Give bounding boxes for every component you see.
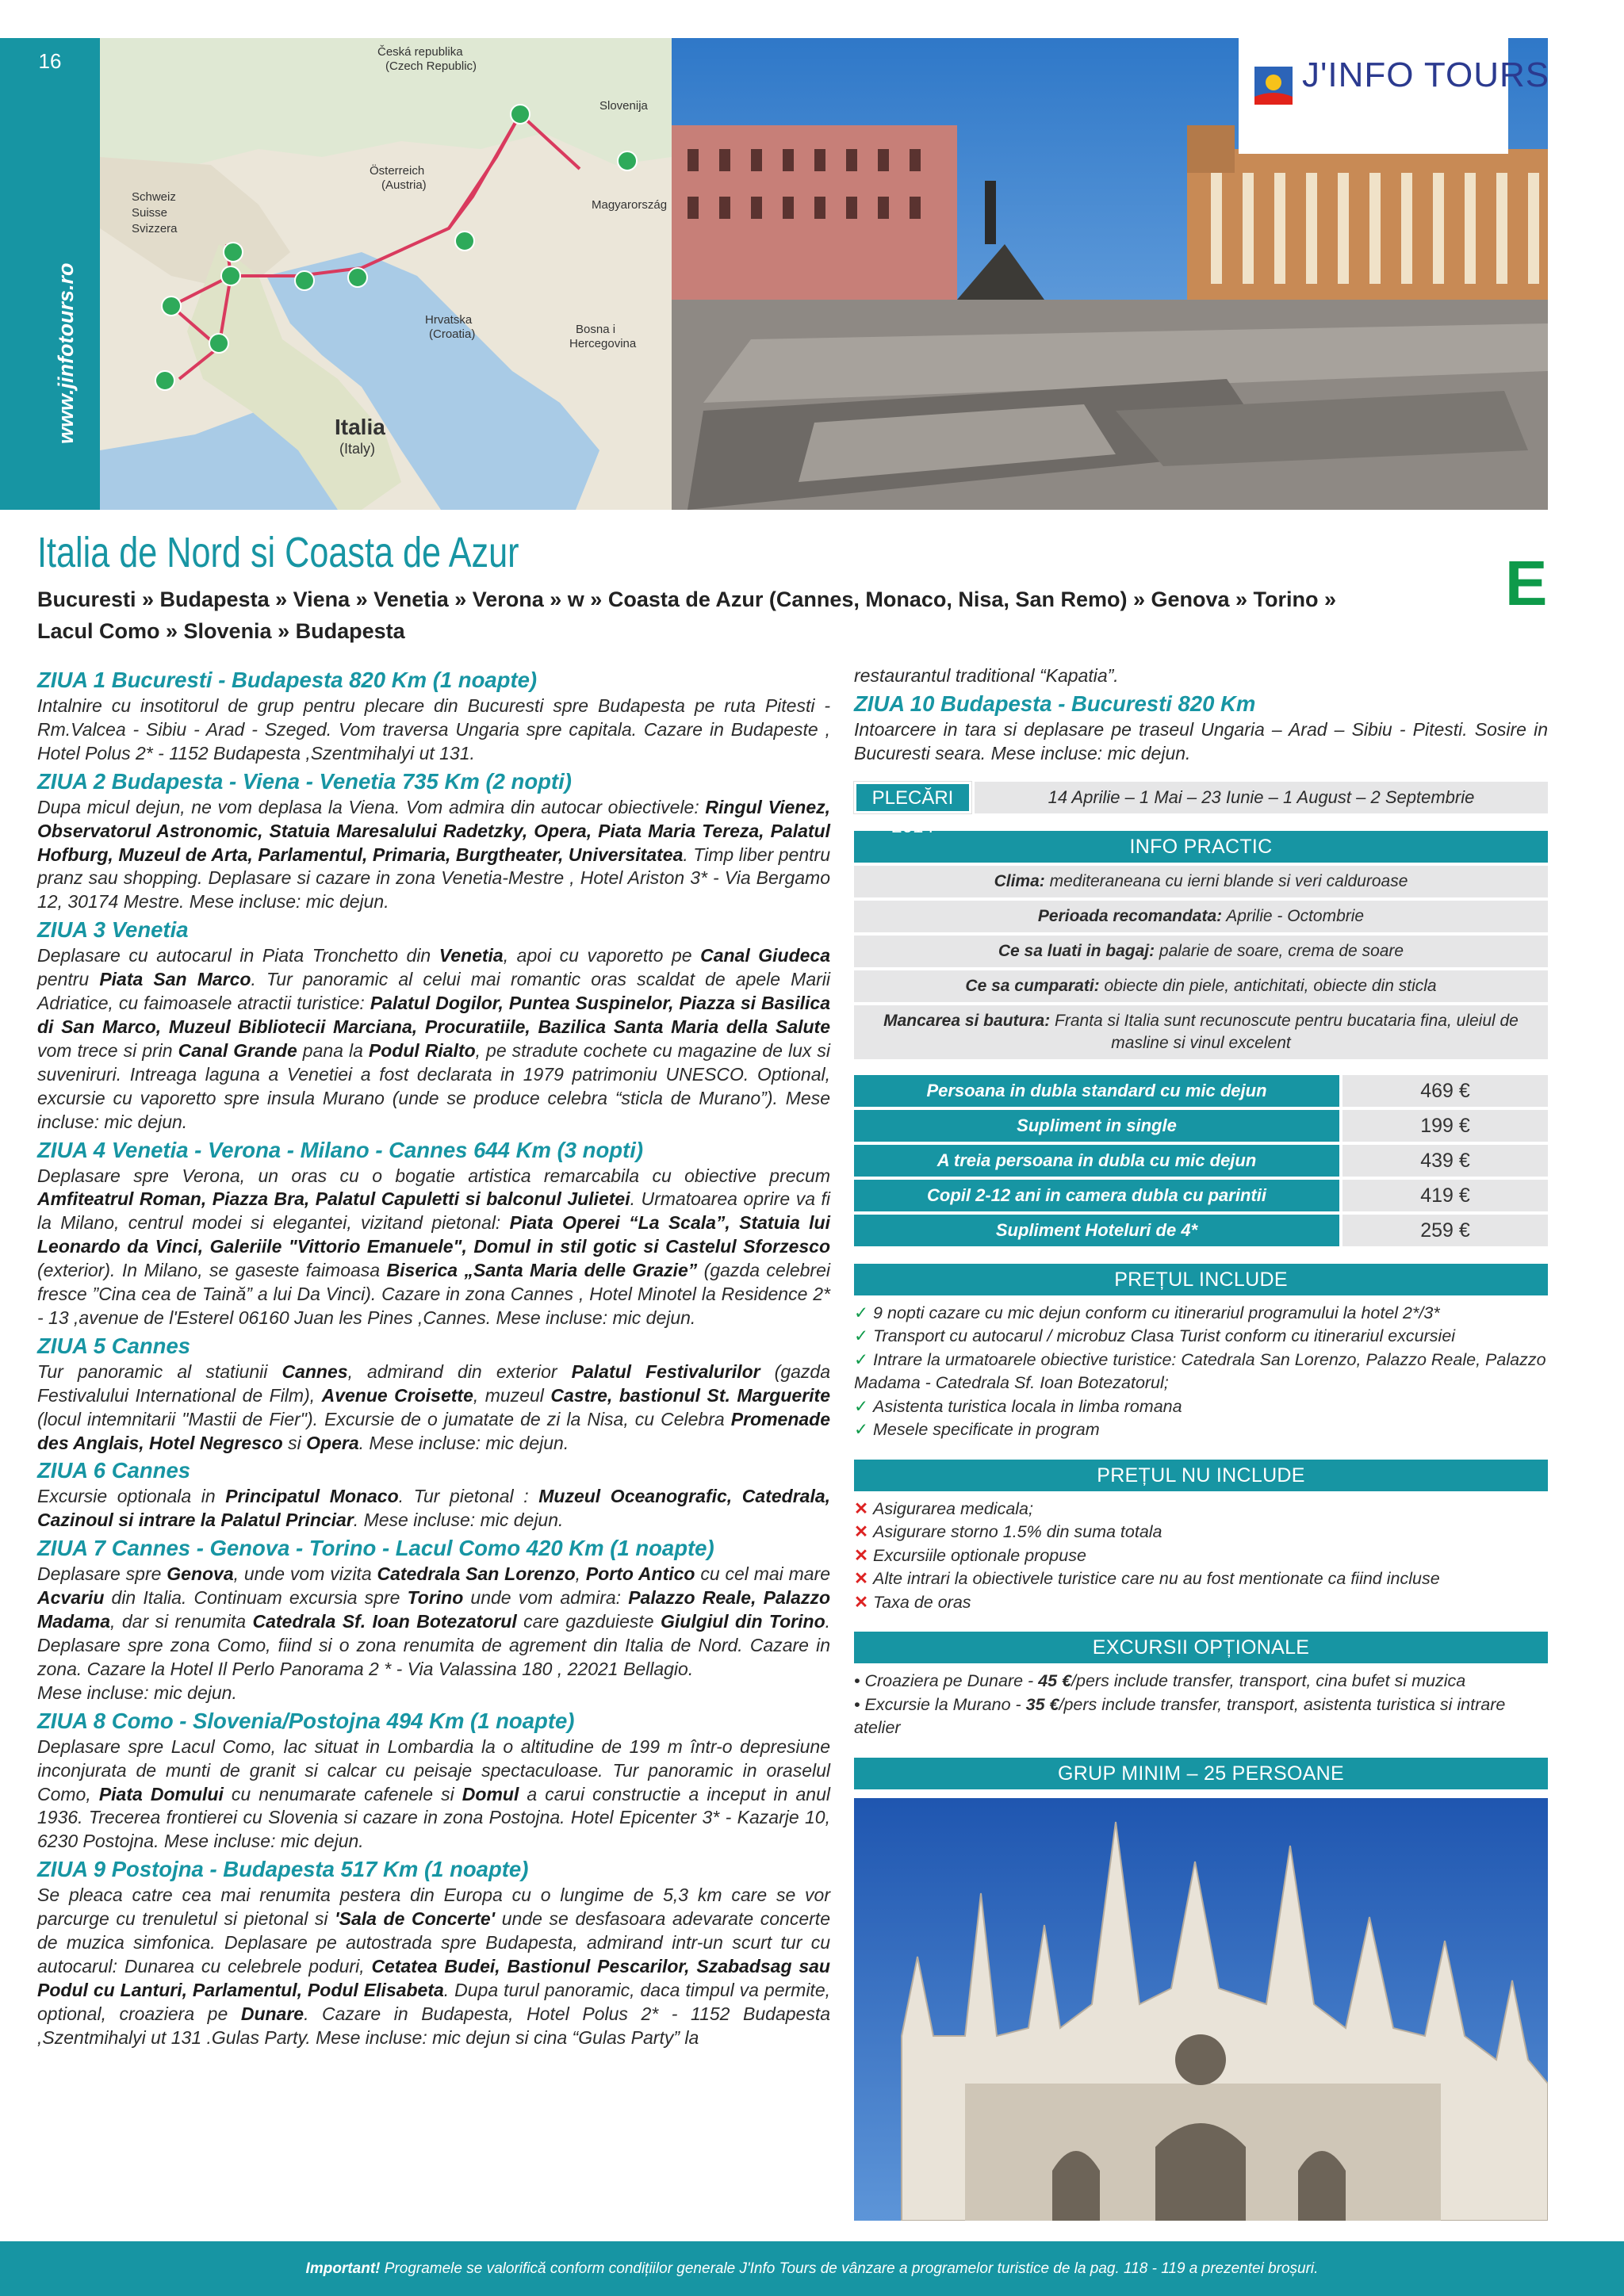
list-item bbox=[854, 1325, 1548, 1349]
list-item-text: Excursiile optionale propuse bbox=[873, 1545, 1086, 1565]
list-item-text: Asigurarea medicala; bbox=[873, 1498, 1033, 1518]
itinerary-day bbox=[37, 666, 830, 766]
info-label: Ce sa luati in bagaj: bbox=[998, 941, 1155, 960]
day-title: ZIUA 6 Cannes bbox=[37, 1458, 191, 1483]
list-item bbox=[854, 1591, 1548, 1615]
brand-name: J'INFO TOURS bbox=[1302, 55, 1550, 94]
day-description: restaurantul traditional “Kapatia”. bbox=[854, 665, 1119, 686]
optional-header: EXCURSII OPȚIONALE bbox=[854, 1632, 1548, 1663]
price-label: Persoana in dubla standard cu mic dejun bbox=[854, 1075, 1339, 1107]
price-row bbox=[854, 1215, 1548, 1246]
list-item bbox=[854, 1349, 1548, 1395]
price-row bbox=[854, 1180, 1548, 1211]
itinerary-day bbox=[37, 767, 830, 915]
milan-cathedral-photo bbox=[854, 1798, 1548, 2221]
itinerary-left-column bbox=[37, 664, 830, 2050]
list-item bbox=[854, 1567, 1548, 1591]
info-label: Mancarea si bautura: bbox=[883, 1011, 1051, 1030]
price-label: Copil 2-12 ani in camera dubla cu parintii bbox=[854, 1180, 1339, 1211]
price-value: 419 € bbox=[1342, 1180, 1548, 1211]
includes-header: PREȚUL INCLUDE bbox=[854, 1264, 1548, 1295]
list-item bbox=[854, 1395, 1548, 1419]
svg-text:Slovenija: Slovenija bbox=[599, 99, 648, 113]
itinerary-day bbox=[37, 1136, 830, 1330]
category-letter: E bbox=[1505, 548, 1548, 618]
list-item bbox=[854, 1498, 1548, 1521]
day-description: Excursie optionala in Principatul Monaco. Tur pietonal : Muzeul Oceanografic, Catedrala, Cazinoul si intrare la Palatul Princiar. Mese incluse: mic dejun. bbox=[37, 1486, 831, 1531]
day-description: Intalnire cu insotitorul de grup pentru plecare din Bucuresti spre Budapesta pe ruta Pitesti - Rm.Valcea - Sibiu - Arad - Szeged. Vom traversa Ungaria spre capitala. Cazare in Budapeste , Hotel Polus 2* - 1152 Budapesta ,Szentmihalyi ut 131. bbox=[37, 695, 830, 763]
price-row bbox=[854, 1145, 1548, 1177]
list-item-text: Intrare la urmatoarele obiective turistice: Catedrala San Lorenzo, Palazzo Reale, Palazzo Madama - Catedrala Sf. Ioan Botezatorul; bbox=[854, 1349, 1546, 1393]
info-value: Franta si Italia sunt recunoscute pentru bucataria fina, uleiul de masline si vinul excelent bbox=[1050, 1011, 1519, 1052]
day-title: ZIUA 4 Venetia - Verona - Milano - Cannes 644 Km (3 nopti) bbox=[37, 1137, 644, 1162]
info-value: mediteraneana cu ierni blande si veri calduroase bbox=[1044, 871, 1408, 890]
check-icon: ✓ bbox=[854, 1303, 869, 1322]
brand-logo[interactable] bbox=[1239, 38, 1550, 154]
info-value: obiecte din piele, antichitati, obiecte din sticla bbox=[1099, 976, 1437, 995]
svg-text:Suisse: Suisse bbox=[132, 206, 168, 220]
footer-important: Important! bbox=[305, 2260, 381, 2277]
day-title: ZIUA 8 Como - Slovenia/Postojna 494 Km (1 noapte) bbox=[37, 1708, 575, 1733]
optional-list bbox=[854, 1670, 1548, 1740]
day-description: Deplasare spre Verona, un oras cu o bogatie artistica remarcabila cu obiective precum Amfiteatrul Roman, Piazza Bra, Palatul Capuletti si balconul Julietei. Urmatoarea oprire va fi la Milano, centrul modei si elegantei, vizitand pietonal: Piata Operei “La Scala”, Statuia lui Leonardo da Vinci, Galeriile "Vittorio Emanuele", Domul in stil gotic si Castelul Sforzesco (exterior). In Milano, se gaseste faimoasa Biserica „Santa Maria delle Grazie” (gazda celebrei fresce ”Cina cea de Taină” a lui Da Vinci). Cazare in zona Cannes , Hotel Minotel la Residence 2* - 13 ,avenue de l'Esterel 06160 Juan les Pines ,Cannes. Mese incluse: mic dejun. bbox=[37, 1165, 831, 1328]
svg-text:Hrvatska: Hrvatska bbox=[425, 313, 473, 327]
info-value: palarie de soare, crema de soare bbox=[1155, 941, 1404, 960]
list-item-text: Transport cu autocarul / microbuz Clasa Turist conform cu itinerariul excursiei bbox=[873, 1326, 1456, 1346]
info-label: Ce sa cumparati: bbox=[965, 976, 1100, 995]
list-item-text: • Croaziera pe Dunare - 45 €/pers include transfer, transport, cina bufet si muzica bbox=[854, 1671, 1466, 1691]
left-sidebar-band bbox=[0, 38, 100, 510]
footer-text: Programele se valorifică conform condițiilor generale J'Info Tours de vânzare a programelor turistice de la pag. 118 - 119 a prezentei broșuri. bbox=[380, 2260, 1319, 2277]
svg-text:Svizzera: Svizzera bbox=[132, 222, 178, 235]
day-title: ZIUA 3 Venetia bbox=[37, 917, 189, 943]
list-item bbox=[854, 1693, 1548, 1740]
info-row bbox=[854, 901, 1548, 932]
cross-icon: ✕ bbox=[854, 1545, 869, 1565]
itinerary-continued bbox=[854, 664, 1548, 766]
info-header: INFO PRACTIC bbox=[854, 831, 1548, 863]
check-icon: ✓ bbox=[854, 1420, 869, 1440]
cross-icon: ✕ bbox=[854, 1592, 869, 1612]
info-label: Perioada recomandata: bbox=[1037, 906, 1223, 925]
list-item-text: Taxa de oras bbox=[873, 1592, 971, 1612]
svg-text:Magyarország: Magyarország bbox=[592, 198, 668, 212]
list-item bbox=[854, 1544, 1548, 1568]
price-label: Supliment Hoteluri de 4* bbox=[854, 1215, 1339, 1246]
list-item bbox=[854, 1670, 1548, 1693]
list-item-text: Asistenta turistica locala in limba romana bbox=[873, 1396, 1182, 1416]
route-map bbox=[100, 38, 672, 510]
footer-note bbox=[0, 2241, 1624, 2296]
info-row bbox=[854, 936, 1548, 967]
info-row bbox=[854, 866, 1548, 897]
price-value: 439 € bbox=[1342, 1145, 1548, 1177]
price-value: 259 € bbox=[1342, 1215, 1548, 1246]
list-item bbox=[854, 1521, 1548, 1544]
price-row bbox=[854, 1075, 1548, 1107]
day-description: Deplasare spre Genova, unde vom vizita Catedrala San Lorenzo, Porto Antico cu cel mai mare Acvariu din Italia. Continuam excursia spre Torino unde vom admira: Palazzo Reale, Palazzo Madama, dar si renumita Catedrala Sf. Ioan Botezatorul care gazduieste Giulgiul din Torino. Deplasare spre zona Como, fiind si o zona renumita de agrement din Italia de Nord. Cazare in zona. Cazare la Hotel Il Perlo Panorama 2 * - Via Valassina 180 , 22021 Bellagio. Mese incluse: mic dejun. bbox=[37, 1563, 831, 1703]
itinerary-day bbox=[37, 1534, 830, 1705]
itinerary-cont-day bbox=[854, 690, 1548, 766]
day-description: Deplasare spre Lacul Como, lac situat in Lombardia la o altitudine de 199 m într-o depresiune inconjurata de munti de granit si calcar cu peisaje spectaculoase. Tur panoramic in oraselul Como, Piata Domului cu nenumarate cafenele si Domul a carui constructie a inceput in anul 1936. Trecerea frontierei cu Slovenia si cazare in zona Postojna. Hotel Epicenter 3* - Kazarje 10, 6230 Postojna. Mese incluse: mic dejun. bbox=[37, 1735, 830, 1852]
svg-text:Česká republika: Česká republika bbox=[377, 45, 463, 59]
cross-icon: ✕ bbox=[854, 1522, 869, 1542]
svg-text:Hercegovina: Hercegovina bbox=[569, 337, 637, 350]
itinerary-day bbox=[37, 1707, 830, 1854]
day-description: Intoarcere in tara si deplasare pe traseul Ungaria – Arad – Sibiu - Pitesti. Sosire in Bucuresti seara. Mese incluse: mic dejun. bbox=[854, 718, 1548, 763]
day-description: Tur panoramic al statiunii Cannes, admirand din exterior Palatul Festivalurilor (gazda Festivalului International de Film), Avenue Croisette, muzeul Castre, bastionul St. Marguerite (locul intemnitarii "Mastii de Fier"). Excursie de o jumatate de zi la Nisa, cu Celebra Promenade des Anglais, Hotel Negresco si Opera. Mese incluse: mic dejun. bbox=[37, 1360, 831, 1453]
price-label: Supliment in single bbox=[854, 1110, 1339, 1142]
day-title: ZIUA 10 Budapesta - Bucuresti 820 Km bbox=[854, 691, 1256, 716]
list-item-text: • Excursie la Murano - 35 €/pers include transfer, transport, asistenta turistica si intrare atelier bbox=[854, 1694, 1506, 1738]
page-number: 16 bbox=[38, 49, 62, 73]
route-map-graphic bbox=[100, 38, 672, 510]
itinerary-cont-day bbox=[854, 664, 1548, 688]
info-value: Aprilie - Octombrie bbox=[1222, 906, 1365, 925]
page-title: Italia de Nord si Coasta de Azur bbox=[37, 529, 519, 576]
day-title: ZIUA 2 Budapesta - Viena - Venetia 735 Km (2 nopti) bbox=[37, 768, 572, 794]
day-title: ZIUA 7 Cannes - Genova - Torino - Lacul Como 420 Km (1 noapte) bbox=[37, 1536, 714, 1561]
departures-dates: 14 Aprilie – 1 Mai – 23 Iunie – 1 August – 2 Septembrie bbox=[975, 782, 1548, 813]
day-title: ZIUA 1 Bucuresti - Budapesta 820 Km (1 noapte) bbox=[37, 668, 538, 692]
list-item-text: Mesele specificate in program bbox=[873, 1420, 1100, 1440]
info-row bbox=[854, 1005, 1548, 1059]
price-value: 199 € bbox=[1342, 1110, 1548, 1142]
list-item-text: Alte intrari la obiectivele turistice care nu au fost mentionate ca fiind incluse bbox=[873, 1569, 1440, 1589]
list-item-text: 9 nopti cazare cu mic dejun conform cu itinerariul programului la hotel 2*/3* bbox=[873, 1303, 1440, 1322]
day-title: ZIUA 9 Postojna - Budapesta 517 Km (1 noapte) bbox=[37, 1857, 529, 1882]
svg-text:(Czech Republic): (Czech Republic) bbox=[385, 59, 477, 73]
info-rows bbox=[854, 866, 1548, 1059]
svg-text:Österreich: Österreich bbox=[370, 164, 425, 178]
excludes-header: PREȚUL NU INCLUDE bbox=[854, 1460, 1548, 1491]
list-item bbox=[854, 1302, 1548, 1326]
price-row bbox=[854, 1110, 1548, 1142]
check-icon: ✓ bbox=[854, 1396, 869, 1416]
itinerary-day bbox=[37, 1456, 830, 1533]
day-title: ZIUA 5 Cannes bbox=[37, 1333, 191, 1358]
info-label: Clima: bbox=[994, 871, 1045, 890]
svg-text:Italia: Italia bbox=[335, 415, 385, 439]
group-minimum-banner: GRUP MINIM – 25 PERSOANE bbox=[854, 1758, 1548, 1789]
cross-icon: ✕ bbox=[854, 1569, 869, 1589]
itinerary-day bbox=[37, 1332, 830, 1456]
svg-text:Schweiz: Schweiz bbox=[132, 190, 176, 204]
itinerary-day bbox=[37, 916, 830, 1134]
right-column bbox=[854, 664, 1548, 1789]
departures-label: PLECĂRI 2014 bbox=[854, 782, 971, 813]
svg-text:(Italy): (Italy) bbox=[339, 441, 375, 457]
list-item-text: Asigurare storno 1.5% din suma totala bbox=[873, 1522, 1162, 1542]
info-row bbox=[854, 970, 1548, 1002]
price-label: A treia persoana in dubla cu mic dejun bbox=[854, 1145, 1339, 1177]
check-icon: ✓ bbox=[854, 1326, 869, 1346]
itinerary-day bbox=[37, 1855, 830, 2049]
list-item bbox=[854, 1418, 1548, 1442]
departures-row bbox=[854, 782, 1548, 837]
check-icon: ✓ bbox=[854, 1349, 869, 1369]
route-summary: Bucuresti » Budapesta » Viena » Venetia » Verona » w » Coasta de Azur (Cannes, Monaco, Nisa, San Remo) » Genova » Torino » Lacul Como » Slovenia » Budapesta bbox=[37, 587, 1337, 643]
day-description: Deplasare cu autocarul in Piata Tronchetto din Venetia, apoi cu vaporetto pe Canal Giudeca pentru Piata San Marco. Tur panoramic al celui mai romantic oras scaldat de apele Marii Adriatice, cu faimoasele atractii turistice: Palatul Dogilor, Puntea Suspinelor, Piazza si Basilica di San Marco, Muzeul Bibliotecii Marciana, Procuratiile, Bazilica Santa Maria della Salute vom trece si prin Canal Grande pana la Podul Rialto, pe stradute cochete cu magazine de lux si suveniruri. Intreaga laguna a Venetiei a fost declarata in 1979 patrimoniu UNESCO. Optional, excursie cu vaporetto spre insula Murano (unde se produce celebra “sticla de Murano”). Mese incluse: mic dejun. bbox=[37, 945, 831, 1132]
excludes-list bbox=[854, 1498, 1548, 1615]
cross-icon: ✕ bbox=[854, 1498, 869, 1518]
includes-list bbox=[854, 1302, 1548, 1442]
cathedral-graphic bbox=[854, 1798, 1548, 2221]
svg-text:Bosna i: Bosna i bbox=[576, 323, 616, 336]
day-description: Dupa micul dejun, ne vom deplasa la Viena. Vom admira din autocar obiectivele: Ringul Vienez, Observatorul Astronomic, Statuia Maresalului Radetzky, Opera, Piata Maria Tereza, Palatul Hofburg, Muzeul de Arta, Parlamentul, Primaria, Burgtheater, Universitatea. Timp liber pentru pranz sau shopping. Deplasare si cazare in zona Venetia-Mestre , Hotel Ariston 3* - Via Bergamo 12, 30174 Mestre. Mese incluse: mic dejun. bbox=[37, 796, 831, 913]
sun-logo-icon bbox=[1250, 62, 1297, 109]
svg-text:(Austria): (Austria) bbox=[381, 178, 427, 192]
price-table bbox=[854, 1075, 1548, 1246]
svg-text:(Croatia): (Croatia) bbox=[429, 327, 476, 341]
price-value: 469 € bbox=[1342, 1075, 1548, 1107]
website-url[interactable]: www.jinfotours.ro bbox=[54, 262, 78, 444]
day-description: Se pleaca catre cea mai renumita pestera din Europa cu o lungime de 5,3 km care se vor parcurge cu trenuletul si pietonal si 'Sala de Concerte' unde se desfasoara adevarate concerte de muzica simfonica. Deplasare pe autostrada spre Budapesta, admirand intr-un scurt tur cu autocarul: Dunarea cu celebrele poduri, Cetatea Budei, Bastionul Pescarilor, Szabadsag sau Podul cu Lanturi, Parlamentul, Podul Elisabeta. Dupa turul panoramic, daca timpul va permite, optional, croaziera pe Dunare. Cazare in Budapesta, Hotel Polus 2* - 1152 Budapesta ,Szentmihalyi ut 131 .Gulas Party. Mese incluse: mic dejun si cina “Gulas Party” la bbox=[37, 1885, 830, 2048]
